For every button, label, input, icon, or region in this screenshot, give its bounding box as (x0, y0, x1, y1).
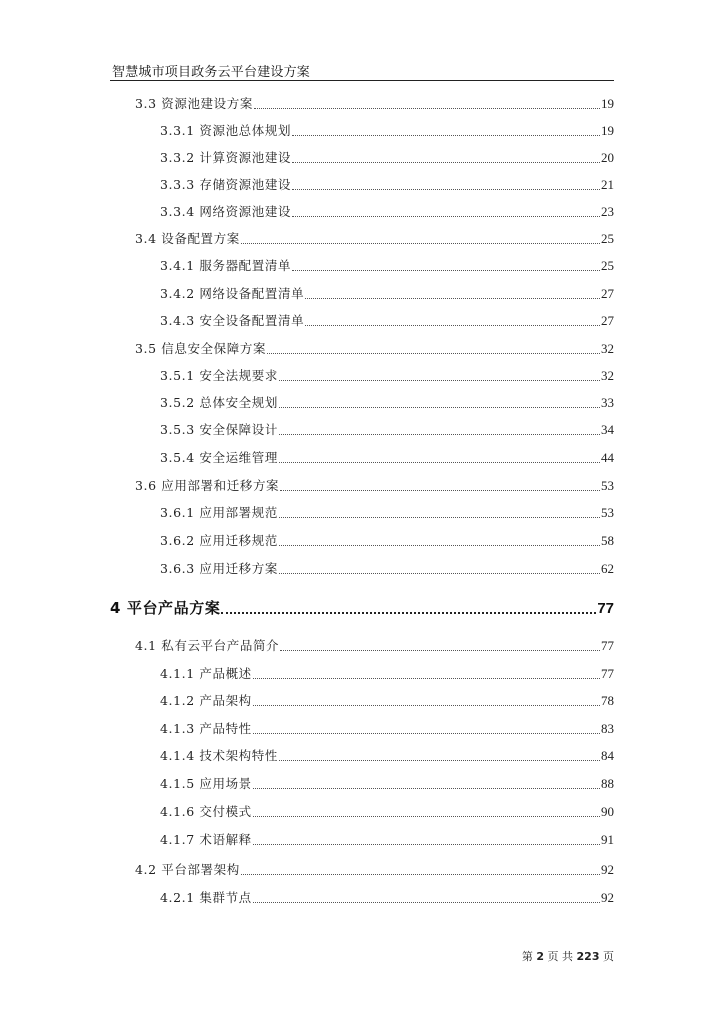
toc-dot-leader (305, 298, 600, 299)
toc-dot-leader (292, 189, 600, 190)
toc-entry-page-number: 90 (601, 804, 614, 819)
footer-total-pages: 223 (576, 950, 600, 963)
toc-subsection-entry[interactable] (160, 175, 614, 193)
toc-entry-page-number: 92 (601, 890, 614, 905)
toc-dot-leader (279, 517, 600, 518)
toc-entry-page-number: 21 (601, 177, 614, 192)
toc-entry-page-number: 83 (601, 721, 614, 736)
toc-dot-leader (253, 902, 600, 903)
toc-subsection-entry[interactable] (160, 559, 614, 577)
toc-entry-label: 3.4.1 服务器配置清单 (160, 258, 292, 273)
toc-dot-leader (305, 325, 600, 326)
footer-prefix: 第 (521, 950, 533, 963)
toc-entry-page-number: 77 (601, 666, 614, 681)
toc-dot-leader (241, 874, 600, 875)
toc-dot-leader (279, 462, 600, 463)
toc-entry-page-number: 44 (601, 450, 614, 465)
toc-dot-leader (241, 243, 600, 244)
toc-entry-label: 3.3 资源池建设方案 (135, 96, 253, 111)
toc-entry-page-number: 23 (601, 204, 614, 219)
toc-subsection-entry[interactable] (160, 802, 614, 820)
toc-dot-leader (267, 353, 600, 354)
toc-entry-page-number: 53 (601, 505, 614, 520)
toc-entry-label: 3.6.3 应用迁移方案 (160, 561, 278, 576)
toc-entry-label: 4 平台产品方案 (110, 599, 221, 617)
toc-subsection-entry[interactable] (160, 691, 614, 709)
toc-section-entry[interactable] (135, 636, 614, 654)
toc-entry-page-number: 19 (601, 96, 614, 111)
toc-subsection-entry[interactable] (160, 719, 614, 737)
toc-subsection-entry[interactable] (160, 746, 614, 764)
toc-entry-label: 3.3.3 存储资源池建设 (160, 177, 292, 192)
toc-entry-page-number: 78 (601, 693, 614, 708)
toc-dot-leader (292, 216, 600, 217)
toc-dot-leader (279, 545, 600, 546)
footer-mid: 页 共 (547, 950, 574, 963)
toc-subsection-entry[interactable] (160, 448, 614, 466)
toc-subsection-entry[interactable] (160, 284, 614, 302)
toc-subsection-entry[interactable] (160, 256, 614, 274)
toc-entry-page-number: 25 (601, 231, 614, 246)
toc-dot-leader (280, 490, 600, 491)
toc-dot-leader (253, 788, 600, 789)
toc-dot-leader (292, 162, 600, 163)
toc-entry-label: 4.1.3 产品特性 (160, 721, 252, 736)
toc-entry-label: 4.1.4 技术架构特性 (160, 748, 278, 763)
toc-dot-leader (253, 816, 600, 817)
toc-entry-label: 3.6.2 应用迁移规范 (160, 533, 278, 548)
toc-entry-page-number: 77 (597, 600, 614, 617)
toc-subsection-entry[interactable] (160, 830, 614, 848)
toc-dot-leader (279, 380, 600, 381)
toc-entry-label: 4.1 私有云平台产品简介 (135, 638, 280, 653)
toc-subsection-entry[interactable] (160, 121, 614, 139)
header-divider (110, 80, 614, 81)
toc-dot-leader (254, 108, 600, 109)
page-footer (522, 948, 614, 964)
toc-dot-leader (279, 760, 600, 761)
toc-entry-label: 3.5.4 安全运维管理 (160, 450, 278, 465)
toc-entry-page-number: 25 (601, 258, 614, 273)
toc-entry-page-number: 88 (601, 776, 614, 791)
toc-dot-leader (280, 650, 600, 651)
toc-dot-leader (279, 573, 600, 574)
toc-subsection-entry[interactable] (160, 503, 614, 521)
toc-entry-label: 3.5 信息安全保障方案 (135, 341, 267, 356)
toc-chapter-entry[interactable] (110, 597, 614, 618)
toc-entry-page-number: 34 (601, 422, 614, 437)
toc-entry-label: 4.1.6 交付模式 (160, 804, 252, 819)
toc-entry-page-number: 32 (601, 341, 614, 356)
toc-subsection-entry[interactable] (160, 202, 614, 220)
toc-subsection-entry[interactable] (160, 420, 614, 438)
toc-entry-page-number: 91 (601, 832, 614, 847)
toc-subsection-entry[interactable] (160, 148, 614, 166)
toc-entry-page-number: 20 (601, 150, 614, 165)
toc-section-entry[interactable] (135, 476, 614, 494)
toc-entry-page-number: 33 (601, 395, 614, 410)
toc-entry-page-number: 62 (601, 561, 614, 576)
toc-entry-page-number: 58 (601, 533, 614, 548)
toc-entry-label: 4.1.7 术语解释 (160, 832, 252, 847)
toc-dot-leader (279, 407, 600, 408)
toc-dot-leader (221, 612, 596, 614)
toc-entry-label: 3.3.2 计算资源池建设 (160, 150, 292, 165)
toc-entry-label: 3.6.1 应用部署规范 (160, 505, 278, 520)
toc-entry-page-number: 53 (601, 478, 614, 493)
toc-subsection-entry[interactable] (160, 774, 614, 792)
toc-section-entry[interactable] (135, 229, 614, 247)
toc-dot-leader (253, 678, 600, 679)
toc-subsection-entry[interactable] (160, 531, 614, 549)
toc-subsection-entry[interactable] (160, 664, 614, 682)
toc-subsection-entry[interactable] (160, 366, 614, 384)
toc-entry-label: 3.6 应用部署和迁移方案 (135, 478, 280, 493)
toc-dot-leader (292, 270, 600, 271)
toc-entry-label: 3.4 设备配置方案 (135, 231, 240, 246)
toc-entry-page-number: 77 (601, 638, 614, 653)
toc-subsection-entry[interactable] (160, 393, 614, 411)
toc-entry-label: 4.2.1 集群节点 (160, 890, 252, 905)
toc-entry-label: 3.3.4 网络资源池建设 (160, 204, 292, 219)
toc-section-entry[interactable] (135, 339, 614, 357)
toc-entry-label: 4.1.5 应用场景 (160, 776, 252, 791)
toc-entry-label: 3.5.2 总体安全规划 (160, 395, 278, 410)
toc-entry-label: 4.1.1 产品概述 (160, 666, 252, 681)
toc-entry-label: 3.4.2 网络设备配置清单 (160, 286, 305, 301)
toc-section-entry[interactable] (135, 860, 614, 878)
document-header-title: 智慧城市项目政务云平台建设方案 (112, 65, 311, 80)
toc-entry-page-number: 27 (601, 286, 614, 301)
toc-entry-page-number: 27 (601, 313, 614, 328)
toc-subsection-entry[interactable] (160, 888, 614, 906)
toc-dot-leader (292, 135, 600, 136)
toc-entry-label: 3.4.3 安全设备配置清单 (160, 313, 305, 328)
toc-entry-page-number: 84 (601, 748, 614, 763)
toc-dot-leader (253, 705, 600, 706)
toc-entry-page-number: 19 (601, 123, 614, 138)
toc-entry-label: 3.5.3 安全保障设计 (160, 422, 278, 437)
toc-entry-label: 4.1.2 产品架构 (160, 693, 252, 708)
toc-entry-label: 3.5.1 安全法规要求 (160, 368, 278, 383)
toc-entry-page-number: 92 (601, 862, 614, 877)
toc-entry-label: 3.3.1 资源池总体规划 (160, 123, 292, 138)
footer-suffix: 页 (603, 950, 614, 963)
toc-entry-page-number: 32 (601, 368, 614, 383)
toc-dot-leader (279, 434, 600, 435)
toc-dot-leader (253, 844, 600, 845)
toc-entry-label: 4.2 平台部署架构 (135, 862, 240, 877)
toc-subsection-entry[interactable] (160, 311, 614, 329)
footer-current-page: 2 (536, 950, 545, 963)
toc-dot-leader (253, 733, 600, 734)
toc-section-entry[interactable] (135, 94, 614, 112)
